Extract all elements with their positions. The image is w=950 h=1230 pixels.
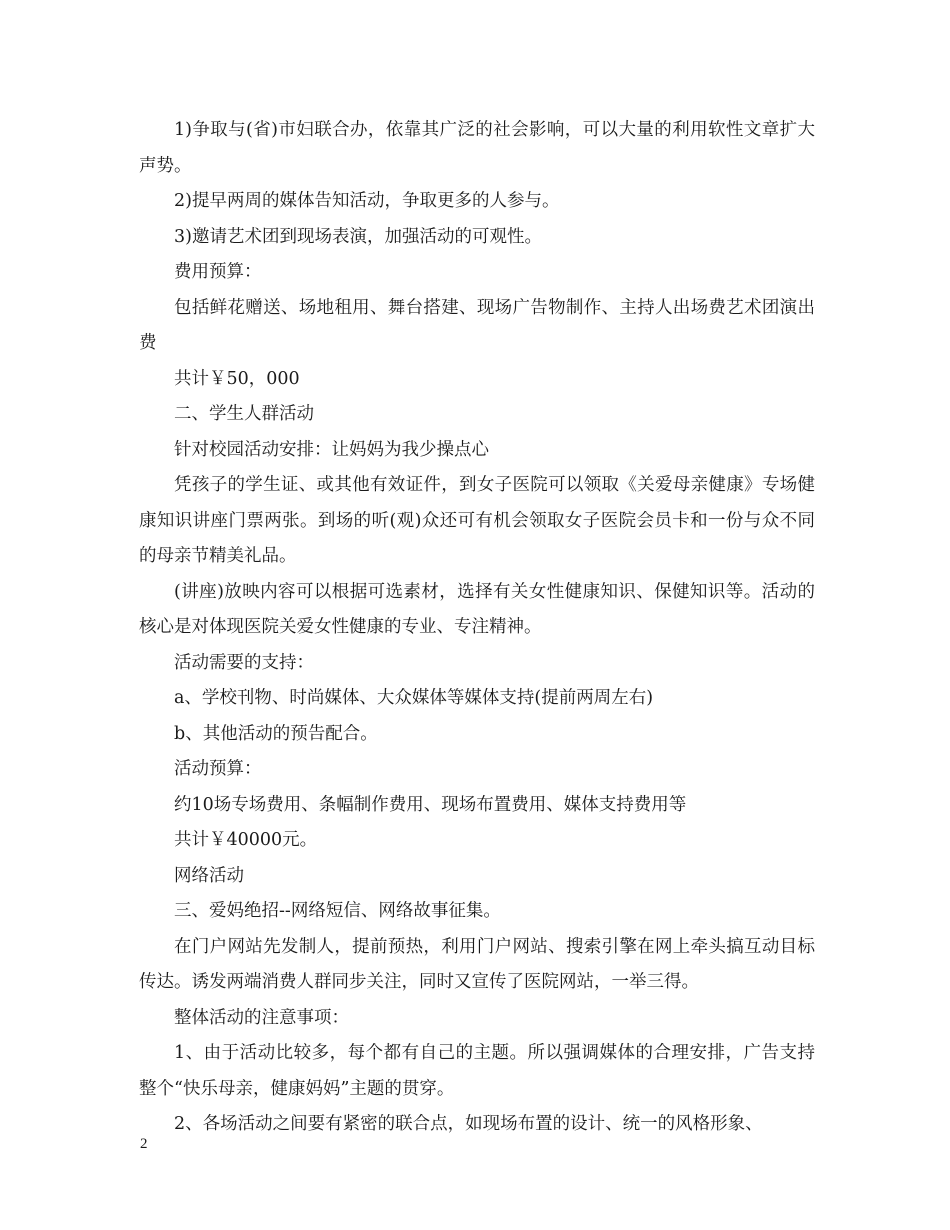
paragraph: 3)邀请艺术团到现场表演，加强活动的可观性。 — [174, 226, 542, 247]
paragraph: 网络活动 — [174, 865, 244, 886]
paragraph: 2、各场活动之间要有紧密的联合点，如现场布置的设计、统一的风格形象、 — [174, 1114, 763, 1134]
paragraph: 共计￥40000元。 — [174, 830, 318, 850]
paragraph: 包括鲜花赠送、场地租用、舞台搭建、现场广告物制作、主持人出场费艺术团演出费 — [139, 297, 815, 353]
paragraph: 共计￥50，000 — [174, 368, 300, 389]
paragraph: 1)争取与(省)市妇联合办，依靠其广泛的社会影响，可以大量的利用软性文章扩大声势。 — [139, 120, 815, 176]
paragraph: 活动需要的支持： — [174, 652, 314, 673]
section-heading: 三、爱妈绝招--网络短信、网络故事征集。 — [174, 901, 501, 921]
paragraph: 费用预算： — [174, 262, 262, 282]
paragraph: 凭孩子的学生证、或其他有效证件，到女子医院可以领取《关爱母亲健康》专场健康知识讲座门票两张。到场的听(观)众还可有机会领取女子医院会员卡和一份与众不同的母亲节精美礼品。 — [139, 475, 815, 566]
paragraph: a、学校刊物、时尚媒体、大众媒体等媒体支持(提前两周左右) — [174, 688, 654, 708]
paragraph: 约10场专场费用、条幅制作费用、现场布置费用、媒体支持费用等 — [174, 794, 687, 815]
paragraph: 1、由于活动比较多，每个都有自己的主题。所以强调媒体的合理安排，广告支持整个“快乐母亲，健康妈妈”主题的贯穿。 — [139, 1043, 815, 1099]
section-heading: 二、学生人群活动 — [174, 404, 314, 424]
paragraph: 在门户网站先发制人，提前预热，利用门户网站、搜索引擎在网上牵头搞互动目标传达。诱发两端消费人群同步关注，同时又宣传了医院网站，一举三得。 — [139, 936, 815, 992]
document-body — [139, 113, 815, 1143]
paragraph: b、其他活动的预告配合。 — [174, 723, 378, 744]
paragraph: (讲座)放映内容可以根据可选素材，选择有关女性健康知识、保健知识等。活动的核心是对体现医院关爱女性健康的专业、专注精神。 — [139, 581, 815, 637]
paragraph: 针对校园活动安排：让妈妈为我少操点心 — [174, 439, 489, 460]
paragraph: 2)提早两周的媒体告知活动，争取更多的人参与。 — [174, 191, 560, 211]
page-number: 2 — [140, 1136, 148, 1152]
paragraph: 活动预算： — [174, 759, 262, 779]
paragraph: 整体活动的注意事项： — [174, 1007, 349, 1028]
